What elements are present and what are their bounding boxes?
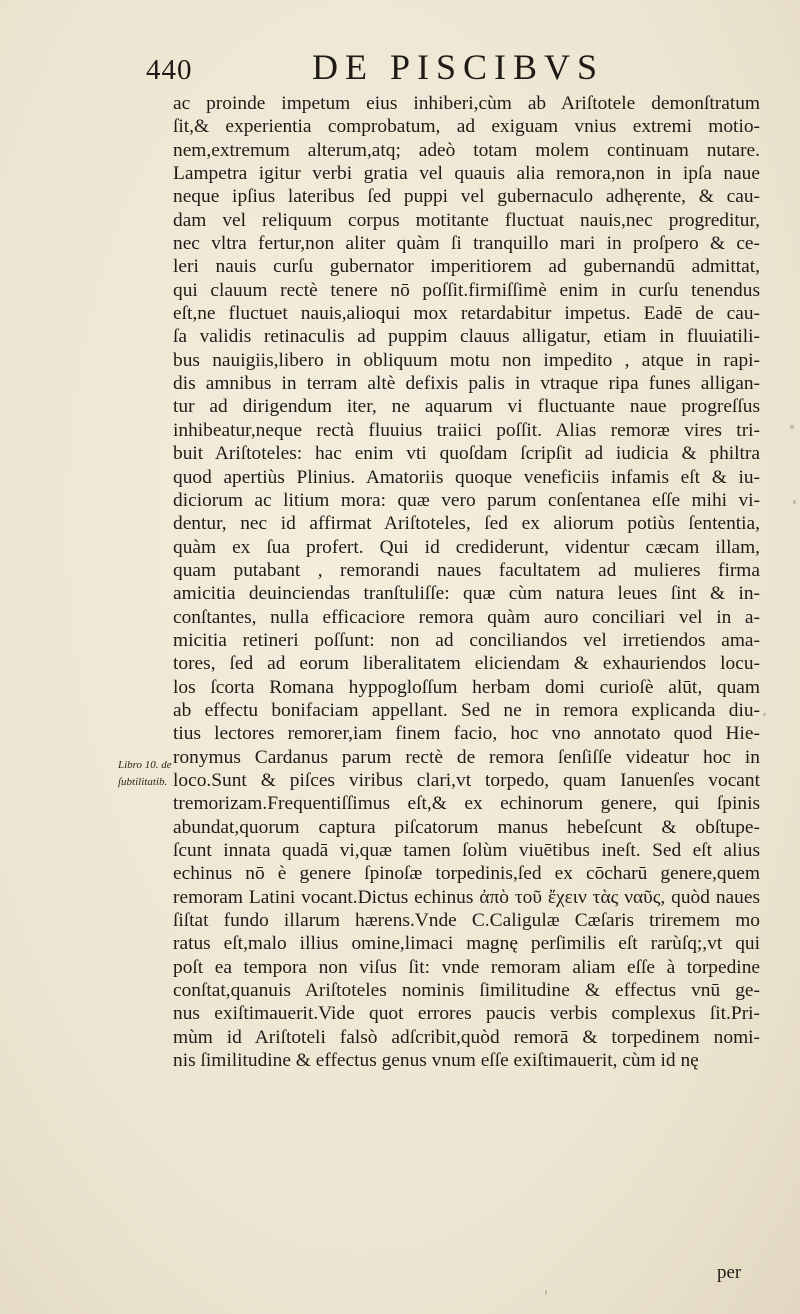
text-line: echinus nō è genere ſpinoſæ torpedinis,ſed ex cōcharū genere,quem — [173, 863, 760, 885]
text-line: buit Ariſtoteles: hac enim vti quoſdam ſcripſit ad iudicia & philtra — [173, 443, 760, 465]
text-line: bus nauigiis,libero in obliquum motu non impedito , atque in rapi- — [173, 349, 760, 371]
text-line: dis amnibus in terram altè defixis palis in vtraque ripa funes alligan- — [173, 373, 760, 395]
text-line: amicitia deuinciendas tranſtuliſſe: quæ cùm natura leues ſint & in- — [173, 583, 760, 605]
text-line: dam vel reliquum corpus motitante fluctuat nauis,nec progreditur, — [173, 209, 760, 231]
text-line: eſt,ne fluctuet nauis,alioqui mox retardabitur impetus. Eadē de cau- — [173, 303, 760, 325]
text-line: ac proinde impetum eius inhiberi,cùm ab Ariſtotele demonſtratum — [173, 93, 760, 114]
text-line: ſit,& experientia comprobatum, ad exiguam vnius extremi motio- — [173, 116, 760, 138]
body-text — [173, 92, 760, 1072]
page-header — [0, 46, 800, 94]
text-line: nec vltra fertur,non aliter quàm ſi tranquillo mari in proſpero & ce- — [173, 233, 760, 255]
text-line: tius lectores remorer,iam finem facio, hoc vno annotato quod Hie- — [173, 723, 760, 745]
text-line: ratus eſt,malo illius omine,limaci magnę perſimilis eſt rarùſq;,vt qui — [173, 933, 760, 955]
running-title: DE PISCIBVS — [312, 47, 605, 87]
text-line: conſtantes, nulla efficaciore remora quàm auro conciliari vel in a- — [173, 606, 760, 628]
text-line: ſa validis retinaculis ad puppim clauus alligatur, etiam in fluuiatili- — [173, 326, 760, 348]
page-number: 440 — [146, 54, 193, 86]
text-line: ronymus Cardanus parum rectè de remora ſenſiſſe videatur hoc in — [173, 746, 760, 768]
margin-note — [118, 757, 178, 791]
text-line: ab effectu bonifaciam appellant. Sed ne in remora explicanda diu- — [173, 699, 760, 721]
text-line: conſtat,quanuis Ariſtoteles nominis ſimilitudine & effectus vnū ge- — [173, 980, 760, 1002]
text-line: Lampetra igitur verbi gratia vel quauis alia remora,non in ipſa naue — [173, 163, 760, 185]
margin-note-line: ſubtilitatib. — [118, 776, 168, 788]
text-line: tremorizam.Frequentiſſimus eſt,& ex echinorum genere, qui ſpinis — [173, 793, 760, 815]
paper-speck — [790, 425, 794, 429]
text-line: loco.Sunt & piſces viribus clari,vt torpedo, quam Ianuenſes vocant — [173, 769, 760, 791]
text-line: inhibeatur,neque rectà fluuius traiici poſſit. Alias remoræ vires tri- — [173, 419, 760, 441]
text-line: qui clauum rectè tenere nō poſſit.firmiſſimè enim in curſu tenendus — [173, 279, 760, 301]
text-line: los ſcorta Romana hyppogloſſum herbam domi curioſè alūt, quam — [173, 676, 760, 698]
text-line: quàm ex ſua profert. Qui id crediderunt, videntur cæcam illam, — [173, 536, 760, 558]
paper-speck — [545, 1290, 547, 1295]
text-line: nis ſimilitudine & effectus genus vnum eſſe exiſtimauerit, cùm id nę — [173, 1050, 699, 1072]
text-line: nem,extremum alterum,atq; adeò totam molem continuam nutare. — [173, 139, 760, 161]
text-line: leri nauis curſu gubernator imperitiorem ad gubernandū admittat, — [173, 256, 760, 278]
text-line: dentur, nec id affirmat Ariſtoteles, ſed ex aliorum potiùs ſententia, — [173, 513, 760, 535]
paper-speck — [763, 713, 766, 716]
text-line: mùm id Ariſtoteli falsò adſcribit,quòd remorā & torpedinem nomi- — [173, 1026, 760, 1048]
text-line: micitia retineri poſſunt: non ad conciliandos vel irretiendos ama- — [173, 629, 760, 651]
text-line: ſiſtat fundo illarum hærens.Vnde C.Caligulæ Cæſaris triremem mo — [173, 910, 760, 932]
text-line: abundat,quorum captura piſcatorum manus hebeſcunt & obſtupe- — [173, 816, 760, 838]
text-line: tur ad dirigendum iter, ne aquarum vi fluctuante naue progreſſus — [173, 396, 760, 418]
text-line: neque ipſius lateribus ſed puppi vel gubernaculo adhęrente, & cau- — [173, 186, 760, 208]
margin-note-line: Libro 10. de — [118, 759, 172, 771]
paper-speck — [793, 500, 796, 504]
text-line: nus exiſtimauerit.Vide quot errores paucis verbis complexus ſit.Pri- — [173, 1003, 760, 1025]
text-line: poſt ea tempora non viſus ſit: vnde remoram aliam eſſe à torpedine — [173, 956, 760, 978]
catchword: per — [717, 1262, 742, 1283]
text-line: tores, ſed ad eorum liberalitatem eliciendam & exhauriendos locu- — [173, 653, 760, 675]
text-line: ſcunt innata quadā vi,quæ tamen ſolùm viuētibus ineſt. Sed eſt alius — [173, 840, 760, 861]
text-line: quod apertiùs Plinius. Amatoriis quoque veneficiis infamis eſt & iu- — [173, 466, 760, 488]
text-line: remoram Latini vocant.Dictus echinus ἀπὸ τοῦ ἔχειν τὰς ναῦς, quòd naues — [173, 886, 760, 908]
text-line: diciorum ac litium mora: quæ vero parum conſentanea eſſe mihi vi- — [173, 489, 760, 511]
text-line: quam putabant , remorandi naues facultatem ad mulieres firma — [173, 559, 760, 581]
